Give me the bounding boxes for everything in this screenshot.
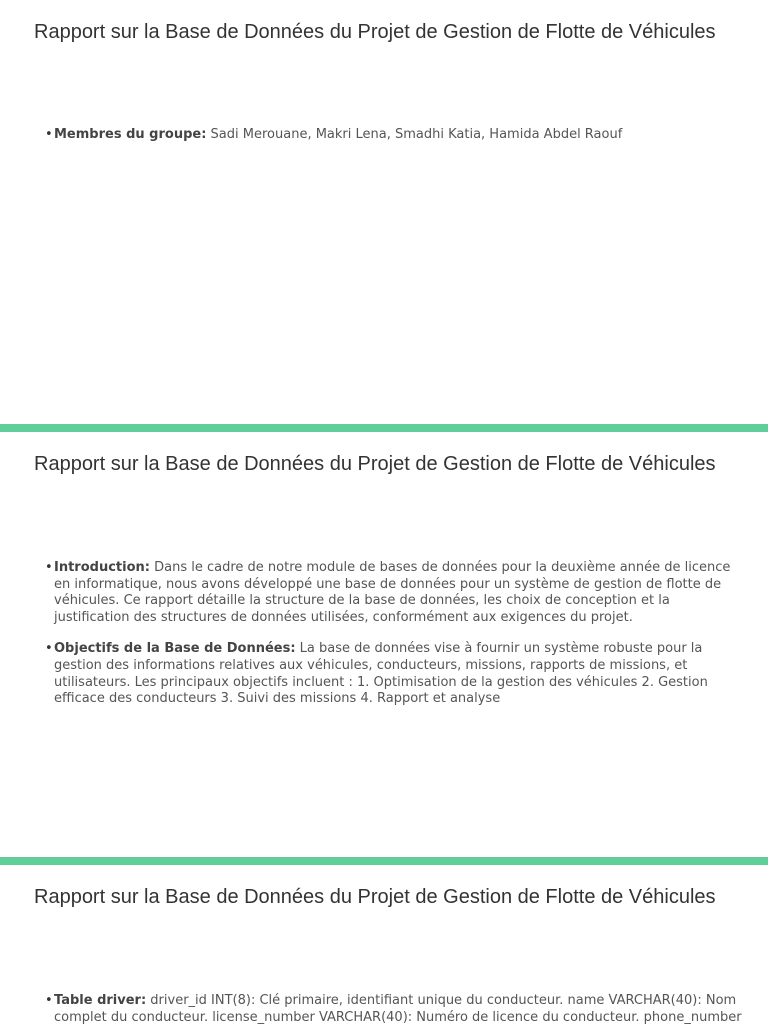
bullet-label: Table driver:: [54, 993, 147, 1008]
bullet-list: [44, 993, 744, 1024]
slide-title: Rapport sur la Base de Données du Projet de Gestion de Flotte de Véhicules: [34, 21, 716, 43]
bullet-item-objectives: [44, 641, 744, 707]
bullet-label: Introduction:: [54, 560, 150, 575]
bullet-label: Objectifs de la Base de Données:: [54, 641, 296, 657]
bullet-text: Sadi Merouane, Makri Lena, Smadhi Katia, Hamida Abdel Raouf: [206, 127, 623, 142]
bullet-item-introduction: [44, 560, 744, 626]
bullet-text: driver_id INT(8): Clé primaire, identifiant unique du conducteur. name VARCHAR(40): Nom complet du conducteur. license_number VARCHAR(40): Numéro de licence du conducteur. phone_number: [54, 993, 742, 1024]
slide-1: [0, 0, 768, 424]
slide-3: [0, 865, 768, 1024]
bullet-list: [44, 560, 744, 723]
bullet-text: Dans le cadre de notre module de bases de données pour la deuxième année de licence en informatique, nous avons développé une base de données pour un système de gestion de flotte de véhicules. Ce rapport détaille la structure de la base de données, les choix de conception et la justification des structures de données utilisées, conformément aux exigences du projet.: [54, 560, 731, 625]
slide-2: [0, 432, 768, 857]
bullet-list: [44, 127, 744, 159]
bullet-label: Membres du groupe:: [54, 127, 207, 142]
bullet-item-table-driver: [44, 993, 744, 1024]
bullet-text: La base de données vise à fournir un système robuste pour la gestion des informations relatives aux véhicules, conducteurs, missions, rapports de missions, et utilisateurs. Les principaux objectifs incluent : 1. Optimisation de la gestion des véhicules 2. Gestion efficace des conducteurs 3. Suivi des missions 4. Rapport et analyse: [54, 641, 708, 707]
bullet-item-members: [44, 127, 744, 144]
slide-title: Rapport sur la Base de Données du Projet de Gestion de Flotte de Véhicules: [34, 886, 716, 908]
slide-divider: [0, 424, 768, 432]
slide-title: Rapport sur la Base de Données du Projet de Gestion de Flotte de Véhicules: [34, 453, 716, 475]
slide-divider: [0, 857, 768, 865]
